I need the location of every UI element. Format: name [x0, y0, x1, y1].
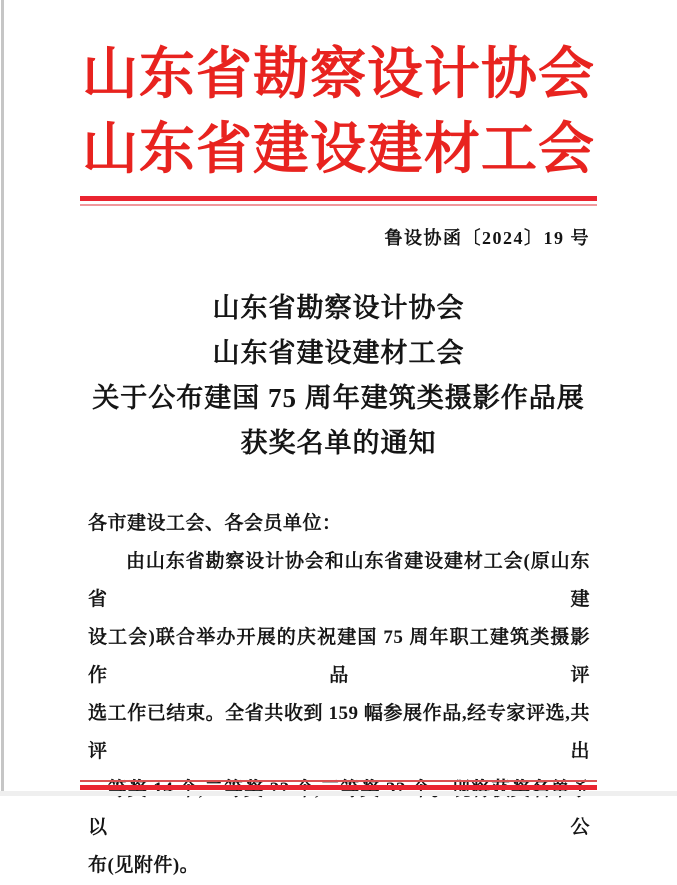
- paragraph-line: 选工作已结束。全省共收到 159 幅参展作品,经专家评选,共评出: [88, 703, 590, 762]
- document-masthead: [0, 38, 677, 188]
- notice-title-line-4: 获奖名单的通知: [240, 428, 437, 458]
- notice-title-line-1: 山东省勘察设计协会: [212, 293, 465, 323]
- notice-title-line-2: 山东省建设建材工会: [212, 338, 465, 368]
- notice-title-block: [0, 286, 677, 466]
- separator-thick-line: [80, 196, 597, 201]
- paragraph-line: 设工会)联合举办开展的庆祝建国 75 周年职工建筑类摄影作品评: [88, 627, 590, 686]
- separator-thin-line: [80, 780, 597, 782]
- paragraph-line: 以公: [88, 817, 590, 838]
- separator-thin-line: [80, 204, 597, 206]
- paragraph-line: 布(见附件)。: [88, 855, 200, 876]
- notice-title-line-3: 关于公布建国 75 周年建筑类摄影作品展: [92, 383, 585, 413]
- salutation-line: 各市建设工会、各会员单位：: [88, 513, 342, 534]
- masthead-separator: [80, 196, 597, 206]
- masthead-org-line-2: 山东省建设建材工会: [82, 119, 595, 181]
- document-number: 鲁设协函〔2024〕19 号: [384, 228, 590, 248]
- footer-separator: [80, 780, 597, 790]
- notice-body: [88, 505, 590, 885]
- page-bottom-edge: [0, 791, 677, 796]
- separator-thick-line: [80, 785, 597, 790]
- paragraph-line: 由山东省勘察设计协会和山东省建设建材工会(原山东省建: [88, 551, 590, 610]
- masthead-org-line-1: 山东省勘察设计协会: [82, 44, 595, 106]
